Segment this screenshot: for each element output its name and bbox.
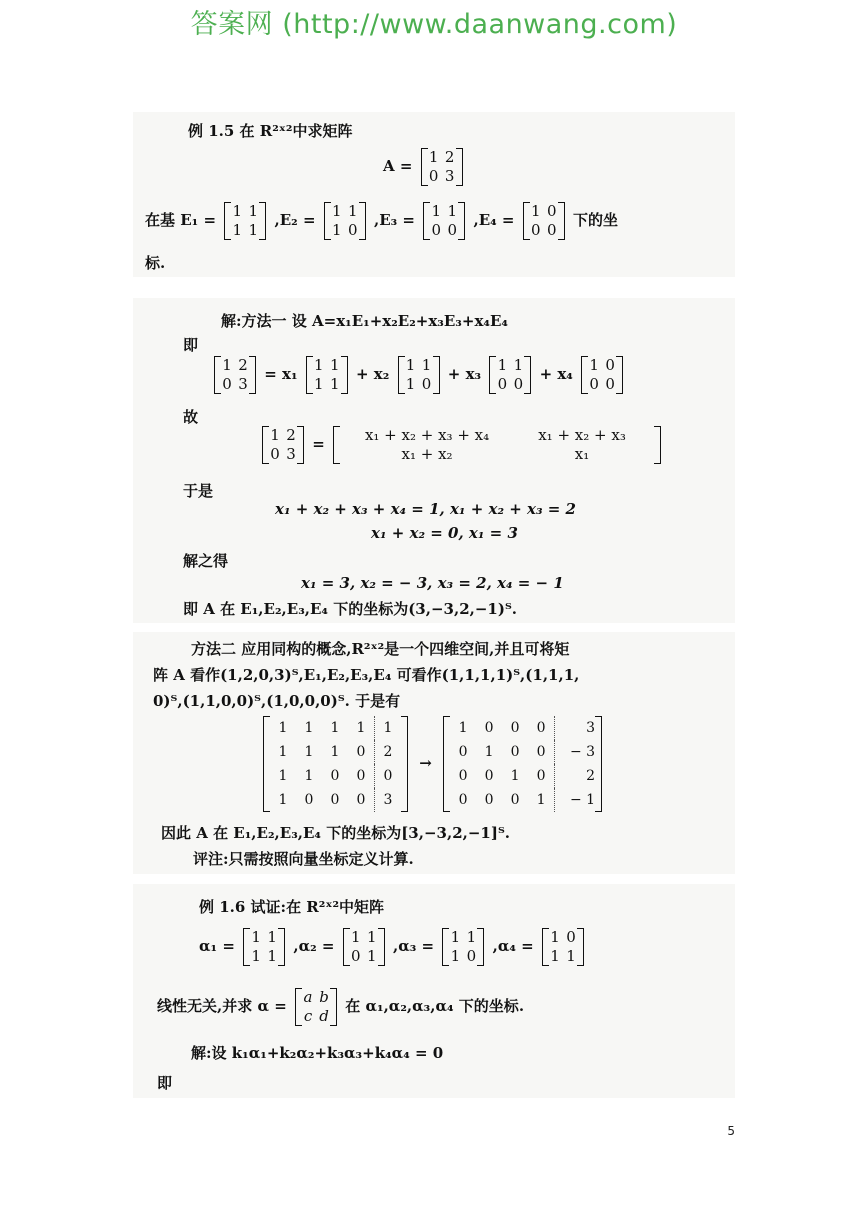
augmented-cell: 0: [374, 764, 401, 788]
matrix-cell: a: [303, 988, 313, 1006]
augmented-row: [450, 740, 595, 764]
matrix-A: [421, 148, 463, 186]
matrix-row: [426, 167, 458, 186]
matrix-cell: 1: [350, 928, 361, 946]
augmented-cell: 3: [554, 716, 595, 740]
matrix-cell: 0: [589, 375, 599, 393]
augmented-cell: 0: [536, 720, 546, 736]
alpha1-label: α₁ =: [199, 937, 235, 955]
independence-prefix: 线性无关,并求 α =: [157, 997, 287, 1015]
matrix-row: [586, 375, 618, 394]
matrix-row: [329, 202, 361, 221]
augmented-cell: 1: [374, 716, 401, 740]
matrix-row: [219, 356, 251, 375]
matrix-cell: 1: [405, 356, 416, 374]
augmented-cell: 0: [536, 768, 546, 784]
matrix-cell: 1: [530, 202, 541, 220]
matrix-cell: 1: [251, 947, 261, 965]
matrix-cell: 1: [450, 947, 461, 965]
matrix-row: [348, 928, 380, 947]
matrix-row: [229, 202, 261, 221]
example-1-5-title: 例 1.5 在 R²ˣ²中求矩阵: [188, 122, 353, 140]
sum-r2c1: x₁ + x₂: [401, 445, 453, 463]
matrix-row: [311, 375, 343, 394]
method-two-line-2: 阵 A 看作(1,2,0,3)ᵀ,E₁,E₂,E₃,E₄ 可看作(1,1,1,1)ᵀ,(1,1,1,: [153, 666, 580, 684]
matrix-alpha1: [243, 928, 285, 966]
independence-row: [157, 988, 524, 1026]
method-one-head: 解:方法一 设 A=x₁E₁+x₂E₂+x₃E₃+x₄E₄: [221, 312, 508, 330]
eq1-x2: + x₂: [356, 365, 390, 383]
basis-tail: 标.: [145, 254, 166, 272]
augmented-cell: − 3: [554, 740, 595, 764]
matrix-E1-eq1: [306, 356, 348, 394]
augmented-row: [450, 764, 595, 788]
matrix-cell: 1: [270, 426, 280, 444]
system-line-1: x₁ + x₂ + x₃ + x₄ = 1, x₁ + x₂ + x₃ = 2: [275, 500, 576, 518]
augmented-cell: 1: [330, 744, 340, 760]
method-two-line-3: 0)ᵀ,(1,1,0,0)ᵀ,(1,0,0,0)ᵀ. 于是有: [153, 692, 401, 710]
matrix-cell: 1: [330, 356, 340, 374]
matrix-cell: 2: [238, 356, 248, 374]
matrix-cell: 0: [546, 221, 557, 239]
sum-r1c2: x₁ + x₂ + x₃: [538, 426, 626, 444]
matrix-cell: 3: [238, 375, 248, 393]
matrix-cell: 1: [450, 928, 461, 946]
augmented-row: [270, 788, 401, 812]
matrix-A-eq1: [214, 356, 256, 394]
matrix-cell: 1: [550, 947, 560, 965]
matrix-row: [528, 221, 560, 240]
matrix-cell: 1: [421, 356, 432, 374]
matrix-cell: 1: [331, 202, 342, 220]
matrix-alpha2: [343, 928, 385, 966]
augmented-cell: 0: [458, 768, 468, 784]
matrix-cell: 1: [232, 221, 243, 239]
sum-r1c1: x₁ + x₂ + x₃ + x₄: [364, 426, 490, 444]
matrix-cell: 0: [421, 375, 432, 393]
eq1-x1: = x₁: [264, 365, 298, 383]
example-1-6-ji: 即: [157, 1074, 173, 1092]
matrix-cell: 0: [497, 375, 508, 393]
augmented-cell: 1: [304, 744, 314, 760]
matrix-cell: 0: [530, 221, 541, 239]
matrix-E2-eq1: [398, 356, 440, 394]
alpha3-label: ,α₃ =: [392, 937, 435, 955]
matrix-cell: d: [319, 1007, 329, 1025]
augmented-cell: 1: [278, 768, 288, 784]
matrix-cell: 1: [589, 356, 599, 374]
matrix-E3: [423, 202, 465, 240]
method-one-conclusion: 即 A 在 E₁,E₂,E₃,E₄ 下的坐标为(3,−3,2,−1)ᵀ.: [183, 600, 517, 618]
matrix-cell: 0: [347, 221, 358, 239]
augmented-cell: 0: [356, 768, 366, 784]
matrix-A-label: A =: [383, 157, 413, 175]
matrix-alpha: [295, 988, 337, 1026]
matrix-cell: 1: [447, 202, 457, 220]
basis-row: [145, 202, 618, 240]
matrix-row: [547, 947, 579, 966]
label-gu: 故: [183, 408, 199, 426]
augmented-cell: 1: [278, 720, 288, 736]
augmented-cell: 1: [356, 720, 366, 736]
matrix-row: [426, 148, 458, 167]
matrix-E2: [324, 202, 366, 240]
alpha2-label: ,α₂ =: [293, 937, 335, 955]
eq1-x4: + x₄: [539, 365, 573, 383]
matrix-cell: 0: [513, 375, 524, 393]
matrix-row: [428, 202, 460, 221]
matrix-row: [267, 426, 299, 445]
matrix-cell: 1: [366, 928, 377, 946]
matrix-row: [329, 221, 361, 240]
matrix-row: [428, 221, 460, 240]
matrix-cell: c: [303, 1007, 313, 1025]
matrix-cell: 1: [248, 221, 259, 239]
augmented-cell: 0: [510, 792, 520, 808]
matrix-cell: 0: [431, 221, 441, 239]
augmented-cell: 0: [356, 792, 366, 808]
matrix-cell: 1: [550, 928, 560, 946]
augmented-cell: 3: [374, 788, 401, 812]
matrix-cell: 0: [466, 947, 477, 965]
label-yushi: 于是: [183, 482, 214, 500]
matrix-row: [586, 356, 618, 375]
matrix-cell: 1: [431, 202, 441, 220]
augmented-row: [450, 716, 595, 740]
matrix-A-eq2: [262, 426, 304, 464]
matrix-cell: 1: [248, 202, 259, 220]
matrix-cell: 0: [546, 202, 557, 220]
matrix-cell: 1: [314, 356, 324, 374]
matrix-cell: 3: [286, 445, 296, 463]
augmented-right: [443, 716, 602, 812]
augmented-cell: 0: [510, 720, 520, 736]
matrix-cell: 1: [314, 375, 324, 393]
matrix-E3-eq1: [489, 356, 531, 394]
alpha4-label: ,α₄ =: [492, 937, 534, 955]
matrix-row: [248, 928, 280, 947]
matrix-cell: 1: [251, 928, 261, 946]
matrix-cell: 0: [270, 445, 280, 463]
augmented-row: [450, 788, 595, 812]
matrix-cell: 3: [444, 167, 455, 185]
equation-2: 1 2 0 3 = x₁ + x₂ + x₃ + x₄ x₁ + x₂ + x₃ x₁ + x₂ x₁: [259, 426, 664, 464]
matrix-row: [248, 947, 280, 966]
augmented-cell: 0: [484, 720, 494, 736]
matrix-cell: 1: [267, 947, 277, 965]
E3-label: ,E₃ =: [373, 211, 415, 229]
augmented-cell: 1: [330, 720, 340, 736]
augmented-cell: 2: [554, 764, 595, 788]
augmented-cell: 2: [374, 740, 401, 764]
augmented-row: [270, 740, 401, 764]
matrix-sum: [333, 426, 661, 464]
matrix-cell: 0: [350, 947, 361, 965]
augmented-cell: 0: [484, 768, 494, 784]
matrix-row: [300, 988, 332, 1007]
matrix-cell: 1: [405, 375, 416, 393]
augmented-left: [263, 716, 408, 812]
label-ji: 即: [183, 336, 199, 354]
matrix-row: [528, 202, 560, 221]
augmented-cell: 0: [304, 792, 314, 808]
matrix-row: [300, 1007, 332, 1026]
system-line-2: x₁ + x₂ = 0, x₁ = 3: [371, 524, 518, 542]
matrix-row: [447, 928, 479, 947]
scan-example-1-5: [133, 112, 735, 277]
matrix-cell: 1: [330, 375, 340, 393]
augmented-equation: [263, 716, 602, 812]
matrix-cell: 2: [444, 148, 455, 166]
watermark-link[interactable]: 答案网 (http://www.daanwang.com): [190, 9, 678, 40]
scan-method-two: [133, 632, 735, 874]
sum-r2c2: x₁: [574, 445, 590, 463]
augmented-cell: 0: [484, 792, 494, 808]
matrix-cell: 1: [366, 947, 377, 965]
augmented-cell: 0: [330, 768, 340, 784]
matrix-A-row: [383, 148, 466, 186]
matrix-cell: 1: [267, 928, 277, 946]
augmented-cell: 1: [304, 768, 314, 784]
independence-suffix: 在 α₁,α₂,α₃,α₄ 下的坐标.: [345, 997, 525, 1015]
label-jiezhi: 解之得: [183, 552, 229, 570]
matrix-cell: 0: [447, 221, 457, 239]
matrix-row: [494, 356, 526, 375]
basis-suffix: 下的坐: [572, 211, 618, 229]
matrix-cell: 1: [331, 221, 342, 239]
augmented-cell: 0: [458, 744, 468, 760]
example-1-6-title: 例 1.6 试证:在 R²ˣ²中矩阵: [199, 898, 385, 916]
matrix-cell: 0: [605, 356, 615, 374]
scan-method-one: [133, 298, 735, 623]
matrix-cell: 2: [286, 426, 296, 444]
matrix-row: [267, 445, 299, 464]
solution-values: x₁ = 3, x₂ = − 3, x₃ = 2, x₄ = − 1: [301, 574, 564, 592]
matrix-cell: 1: [466, 928, 477, 946]
augmented-cell: 0: [536, 744, 546, 760]
alpha-matrices-row: [199, 928, 587, 966]
equation-1: [211, 356, 626, 394]
matrix-row: [348, 947, 380, 966]
augmented-cell: − 1: [554, 788, 595, 812]
augmented-cell: 1: [536, 792, 546, 808]
matrix-cell: 1: [347, 202, 358, 220]
matrix-cell: 1: [222, 356, 232, 374]
basis-prefix: 在基 E₁ =: [145, 211, 217, 229]
method-two-conclusion: 因此 A 在 E₁,E₂,E₃,E₄ 下的坐标为[3,−3,2,−1]ᵀ.: [161, 824, 510, 842]
augmented-cell: 1: [510, 768, 520, 784]
matrix-cell: 0: [428, 167, 439, 185]
matrix-cell: 0: [222, 375, 232, 393]
matrix-row: [403, 356, 435, 375]
matrix-E4-eq1: [581, 356, 623, 394]
matrix-cell: b: [319, 988, 329, 1006]
scan-example-1-6: [133, 884, 735, 1098]
matrix-cell: 0: [605, 375, 615, 393]
matrix-row: [494, 375, 526, 394]
matrix-E1: [224, 202, 266, 240]
matrix-row: [547, 928, 579, 947]
augmented-cell: 0: [458, 792, 468, 808]
matrix-alpha3: [442, 928, 484, 966]
method-two-note: 评注:只需按照向量坐标定义计算.: [193, 850, 414, 868]
matrix-row: [219, 375, 251, 394]
method-two-line-1: 方法二 应用同构的概念,R²ˣ²是一个四维空间,并且可将矩: [191, 640, 570, 658]
augmented-cell: 1: [458, 720, 468, 736]
augmented-cell: 0: [330, 792, 340, 808]
matrix-cell: 0: [566, 928, 576, 946]
matrix-cell: 1: [497, 356, 508, 374]
matrix-row: [311, 356, 343, 375]
augmented-row: [270, 716, 401, 740]
matrix-row: [403, 375, 435, 394]
augmented-cell: 0: [510, 744, 520, 760]
example-1-6-solution: 解:设 k₁α₁+k₂α₂+k₃α₃+k₄α₄ = 0: [191, 1044, 444, 1062]
E2-label: ,E₂ =: [274, 211, 316, 229]
augmented-row: [270, 764, 401, 788]
augmented-cell: 1: [278, 792, 288, 808]
augmented-cell: 0: [356, 744, 366, 760]
matrix-cell: 1: [232, 202, 243, 220]
matrix-row: [229, 221, 261, 240]
matrix-row: [447, 947, 479, 966]
E4-label: ,E₄ =: [473, 211, 515, 229]
matrix-alpha4: [542, 928, 584, 966]
eq1-x3: + x₃: [447, 365, 482, 383]
matrix-cell: 1: [513, 356, 524, 374]
augmented-cell: 1: [484, 744, 494, 760]
matrix-cell: 1: [428, 148, 439, 166]
arrow: →: [419, 754, 432, 772]
matrix-E4: [523, 202, 565, 240]
augmented-cell: 1: [304, 720, 314, 736]
augmented-cell: 1: [278, 744, 288, 760]
matrix-cell: 1: [566, 947, 576, 965]
page-number: 5: [727, 1124, 735, 1138]
